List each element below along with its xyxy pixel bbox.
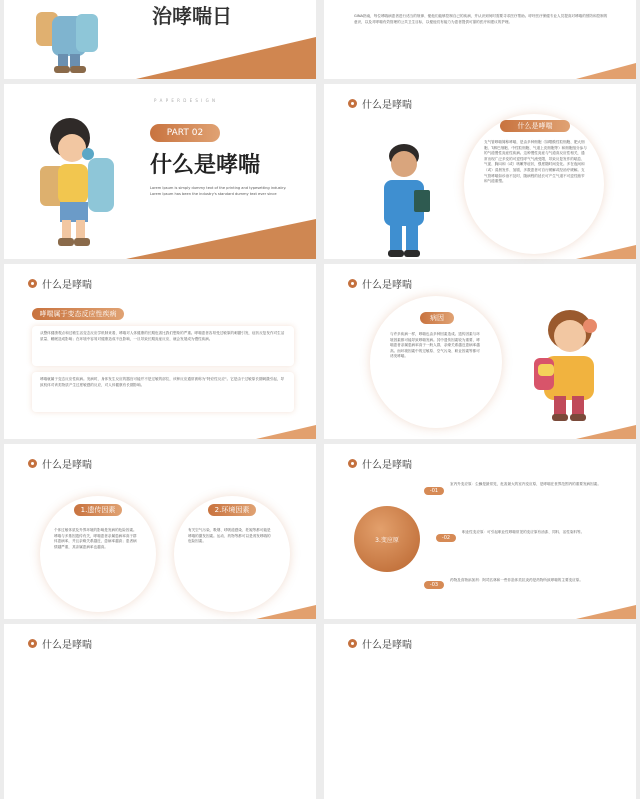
decor-triangle	[136, 37, 316, 79]
item-text-3: 药物及食物添加剂：阿司匹林和一些非甾体类抗炎药是药物所致哮喘的主要变应原。	[450, 578, 583, 582]
bullet-icon	[348, 99, 357, 108]
slide-factors	[4, 444, 316, 619]
slide-partial-right	[324, 624, 636, 799]
slide-title: 治哮喘日	[152, 4, 232, 28]
slide-heading: 什么是哮喘	[28, 276, 92, 291]
paper-design-label: P A P E R D E S I G N	[154, 98, 216, 103]
girl-illustration	[530, 304, 610, 424]
decor-triangle	[576, 245, 636, 259]
slide-heading: 什么是哮喘	[28, 456, 92, 471]
topic-pill: 什么是哮喘	[500, 120, 570, 132]
item-number-1: -01	[424, 487, 444, 495]
decor-triangle	[576, 605, 636, 619]
slide-intro-bottom	[4, 0, 316, 79]
child-inhaler-illustration	[34, 114, 134, 254]
item-number-2: -02	[436, 534, 456, 542]
section-subtitle: Lorem Ipsum is simply dummy text of the printing and typesetting industry. Lorem Ipsum has been the industry's standard dummy text ever since	[150, 186, 287, 196]
factor-text-1: 个体过敏体质及外界环境的影响是发病的危险因素。哮喘与多基因遗传有关，哮喘患者亲属患病率高于群体患病率，并且亲缘关系越近，患病率越高；患者病情越严重，其亲属患病率也越高。	[54, 528, 137, 549]
doctor-illustration	[372, 140, 442, 260]
slide-what-is-asthma	[324, 84, 636, 259]
slide-causes	[324, 264, 636, 439]
item-text-1: 室内外变应原：尘螨是最常见，危害最大的室内变应原，是哮喘在世界范围内的重要发病因素。	[450, 482, 601, 486]
decor-triangle	[126, 219, 316, 259]
part-badge: PART 02	[150, 124, 220, 142]
bullet-icon	[348, 279, 357, 288]
bullet-icon	[28, 639, 37, 648]
slide-heading: 什么是哮喘	[348, 456, 412, 471]
item-text-2: 职业性变应原：可引起职业性哮喘常见的变应原有油漆、饲料、活性染料等。	[462, 530, 585, 534]
factor-pill-1: 1.遗传因素	[74, 504, 122, 516]
paragraph-card-1	[32, 326, 294, 366]
bullet-icon	[348, 459, 357, 468]
paragraph-card-2	[32, 372, 294, 412]
bullet-icon	[28, 459, 37, 468]
decor-triangle	[256, 425, 316, 439]
gina-text: GINA指南，每位哮喘病患者进行适当的规律、便他们能够控制自己的疾病，并认识到何时需要寻求医疗帮助。呼吁医疗保健专业人员提高对哮喘的预防和控制的意识，以及对哮喘有效管理的公共卫生目标，以便他们有能力为患者提供可靠的医疗和建议的护理。	[354, 14, 608, 24]
slide-heading: 什么是哮喘	[348, 276, 412, 291]
topic-pill: 哮喘属于变态反应性疾病	[32, 308, 124, 320]
slide-partial-left	[4, 624, 316, 799]
bullet-icon	[28, 279, 37, 288]
topic-pill: 病因	[420, 312, 454, 324]
section-title: 什么是哮喘	[150, 153, 261, 178]
cause-text: 与许多疾病一样，哮喘也由多种因素造成。遗传因素与环境因素都可能导致哮喘发病。其中遗传因素较为重要，哮喘患者亲属患病率高于一般人群，亲缘关系越近患病率越高。而环境因素中的过敏原、空气污染、职业因素等都可诱发哮喘。	[390, 332, 480, 359]
slide-allergy	[4, 264, 316, 439]
paragraph-2: 哮喘就属于变态反应性疾病。发病时，身体发生反应的器官可能并不是过敏的部位，该种反应通常被称为"特应性反应"。它是由于过敏原长期刺激引起，导致机体对该类物质产生过度敏感的反应，对人体健康有长期影响。	[40, 377, 285, 387]
allergen-center-label: 3.变应原	[375, 536, 399, 544]
slide-part-title	[4, 84, 316, 259]
item-number-3: -03	[424, 581, 444, 589]
slide-heading: 什么是哮喘	[348, 636, 412, 651]
factor-text-2: 有关空气污染，吸烟、呼吸道感染、妊娠等都可能是哮喘的激发因素。运动、药物等都可以是诱发哮喘的危险因素。	[188, 528, 271, 544]
slide-heading: 什么是哮喘	[28, 636, 92, 651]
child-illustration	[30, 0, 110, 76]
decor-triangle	[256, 605, 316, 619]
decor-triangle	[576, 63, 636, 79]
paragraph-1: 从整体健康观点和过敏生活变态反应学机制来看，哮喘对人体健康的长期危害比我们想象的严重。哮喘患者容易受过敏原的刺激引发，症状反复发作对生活质量、睡眠造成影响；在环境中容易对健康造成不良影响，一旦导致长期炎症反应，就会发展成为慢性疾病。	[40, 331, 285, 341]
allergen-center-circle	[354, 506, 420, 572]
slide-heading: 什么是哮喘	[348, 96, 412, 111]
slide-allergens	[324, 444, 636, 619]
definition-text: 支气管哮喘简称哮喘，是由多种细胞（如嗜酸性粒细胞、肥大细胞、T淋巴细胞、中性粒细胞、气道上皮细胞等）和细胞组分参与的气道慢性炎症性疾病。这种慢性炎症与气道高反应性相关，通常出现广泛多变的可逆性呼气气流受限，导致反复发作的喘息、气促、胸闷和（或）咳嗽等症状，强度随时间变化。多在夜间和（或）清晨发作、加剧，多数患者可自行缓解或经治疗缓解。支气管哮喘如诊治不及时，随病程的延长可产生气道不可逆性缩窄和气道重塑。	[484, 140, 587, 184]
decor-triangle	[576, 425, 636, 439]
slide-gina-bottom	[324, 0, 636, 79]
factor-pill-2: 2.环境因素	[208, 504, 256, 516]
bullet-icon	[348, 639, 357, 648]
